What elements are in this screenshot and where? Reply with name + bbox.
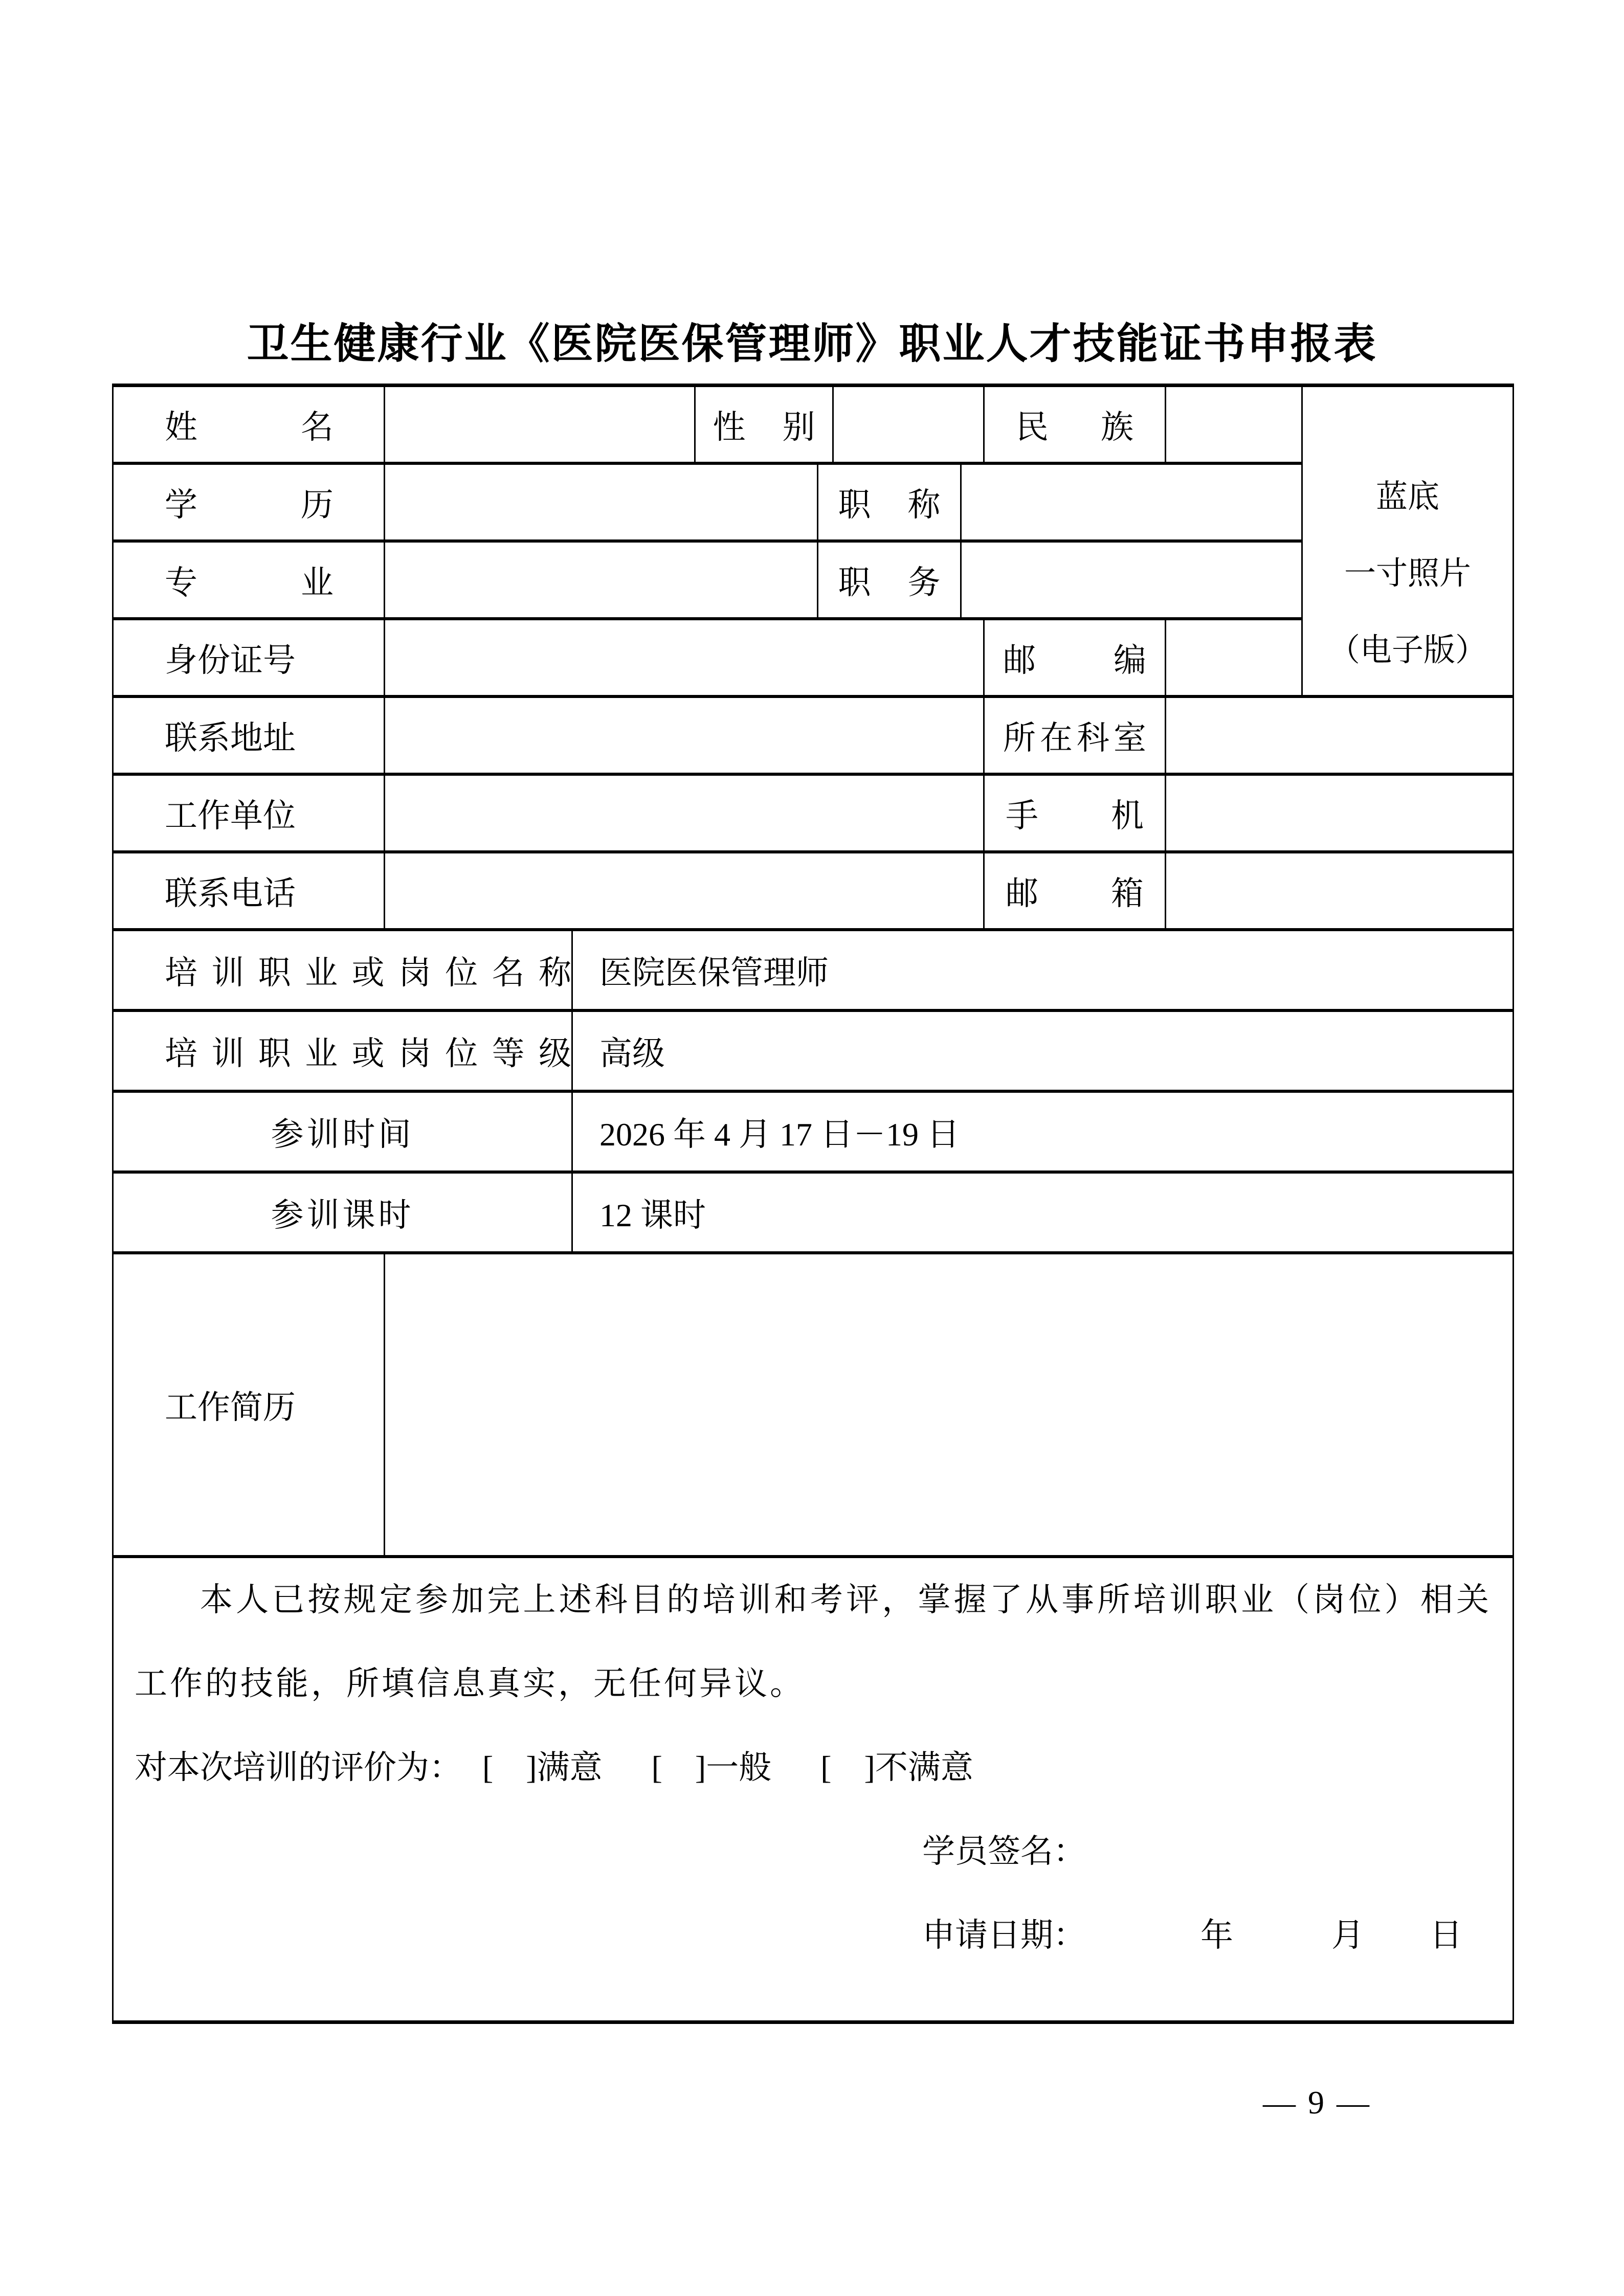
email-label: 邮箱	[1006, 875, 1144, 912]
training-time-value-cell	[573, 1093, 1512, 1170]
row-training-time	[114, 1093, 1512, 1174]
training-hours-value-cell	[573, 1174, 1512, 1251]
evaluation-line	[135, 1726, 1492, 1810]
resume-label-cell	[114, 1254, 385, 1555]
email-input-cell[interactable]	[1166, 853, 1512, 928]
training-hours-label-cell	[114, 1174, 573, 1251]
phone-input-cell[interactable]	[385, 853, 985, 928]
mobile-input-cell[interactable]	[1166, 776, 1512, 850]
photo-cell[interactable]	[1301, 387, 1512, 695]
duty-label-cell	[818, 543, 962, 617]
address-input-cell[interactable]	[385, 698, 985, 773]
training-level-label-cell	[114, 1012, 573, 1090]
training-time-label: 参训时间	[271, 1116, 414, 1153]
address-label-cell	[114, 698, 385, 773]
name-label-cell	[114, 387, 385, 462]
date-label: 申请日期： 年 月 日	[922, 1917, 1462, 1953]
declaration-cell	[114, 1558, 1512, 2020]
gender-label-cell	[696, 387, 834, 462]
ethnicity-input-cell[interactable]	[1166, 387, 1301, 462]
prof-title-label-cell	[818, 465, 962, 539]
major-input-cell[interactable]	[385, 543, 818, 617]
training-hours-label: 参训课时	[271, 1197, 414, 1233]
signature-label: 学员签名：	[922, 1833, 1086, 1870]
training-level-label: 培训职业或岗位等级	[165, 1036, 571, 1072]
employer-label: 工作单位	[165, 798, 296, 834]
phone-label: 联系电话	[165, 875, 296, 912]
name-input-cell[interactable]	[385, 387, 696, 462]
row-training-hours	[114, 1174, 1512, 1254]
ethnicity-label-cell	[985, 387, 1166, 462]
department-label: 所在科室	[1003, 720, 1146, 756]
declaration-paragraph: 本人已按规定参加完上述科目的培训和考评，掌握了从事所培训职业（岗位）相关工作的技能，所填信息真实，无任何异议。	[135, 1582, 1492, 1702]
row-employer	[114, 776, 1512, 853]
education-label-cell	[114, 465, 385, 539]
gender-input-cell[interactable]	[834, 387, 985, 462]
id-number-label-cell	[114, 620, 385, 695]
postcode-label: 邮编	[1003, 642, 1146, 679]
education-input-cell[interactable]	[385, 465, 818, 539]
name-label: 姓名	[165, 409, 333, 445]
training-time-value: 2026 年 4 月 17 日－19 日	[599, 1116, 960, 1153]
date-line	[922, 1894, 1492, 1977]
employer-label-cell	[114, 776, 385, 850]
photo-note-line3: （电子版）	[1328, 633, 1487, 668]
postcode-label-cell	[985, 620, 1166, 695]
photo-note-line1: 蓝底	[1375, 480, 1439, 514]
row-training-level	[114, 1012, 1512, 1093]
row-phone	[114, 853, 1512, 931]
address-label: 联系地址	[165, 720, 296, 756]
gender-label: 性别	[713, 409, 815, 445]
resume-input-cell[interactable]	[385, 1254, 1512, 1555]
resume-label: 工作简历	[165, 1389, 296, 1426]
page-number: — 9 —	[1263, 2084, 1371, 2121]
duty-label: 职务	[838, 565, 941, 601]
row-training-name	[114, 931, 1512, 1012]
id-number-input-cell[interactable]	[385, 620, 985, 695]
email-label-cell	[985, 853, 1166, 928]
postcode-input-cell[interactable]	[1166, 620, 1301, 695]
training-name-value: 医院医保管理师	[599, 955, 829, 991]
evaluation-option-satisfied[interactable]: [ ]满意	[482, 1749, 603, 1786]
prof-title-input-cell[interactable]	[962, 465, 1301, 539]
evaluation-option-neutral[interactable]: [ ]一般	[651, 1749, 772, 1786]
row-declaration	[114, 1558, 1512, 2020]
mobile-label-cell	[985, 776, 1166, 850]
training-level-value: 高级	[599, 1036, 665, 1072]
ethnicity-label: 民族	[1016, 409, 1133, 445]
evaluation-option-unsatisfied[interactable]: [ ]不满意	[820, 1749, 973, 1786]
employer-input-cell[interactable]	[385, 776, 985, 850]
training-name-label-cell	[114, 931, 573, 1009]
duty-input-cell[interactable]	[962, 543, 1301, 617]
major-label-cell	[114, 543, 385, 617]
prof-title-label: 职称	[838, 487, 941, 523]
training-name-value-cell	[573, 931, 1512, 1009]
evaluation-prefix: 对本次培训的评价为：	[135, 1749, 462, 1786]
signature-line	[922, 1810, 1492, 1894]
row-address	[114, 698, 1512, 776]
department-label-cell	[985, 698, 1166, 773]
row-resume	[114, 1254, 1512, 1558]
photo-note-line2: 一寸照片	[1344, 556, 1471, 591]
department-input-cell[interactable]	[1166, 698, 1512, 773]
training-name-label: 培训职业或岗位名称	[165, 955, 571, 991]
training-time-label-cell	[114, 1093, 573, 1170]
training-level-value-cell	[573, 1012, 1512, 1090]
id-number-label: 身份证号	[165, 642, 296, 679]
mobile-label: 手机	[1006, 798, 1144, 834]
phone-label-cell	[114, 853, 385, 928]
education-label: 学历	[165, 487, 333, 523]
page-title: 卫生健康行业《医院医保管理师》职业人才技能证书申报表	[247, 321, 1377, 367]
training-hours-value: 12 课时	[599, 1197, 706, 1233]
major-label: 专业	[165, 565, 333, 601]
application-form-table	[112, 384, 1514, 2024]
